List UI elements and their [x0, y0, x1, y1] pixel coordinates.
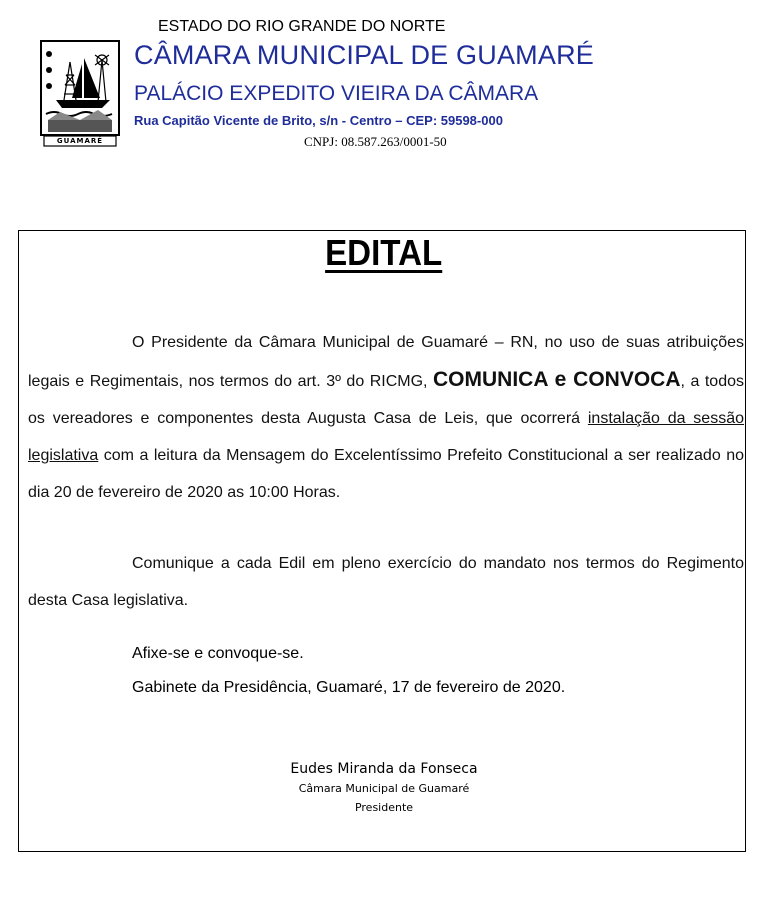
notice-paragraph-1	[28, 324, 744, 511]
signature-role: Presidente	[354, 801, 414, 814]
notice-title-text: EDITAL	[325, 232, 443, 273]
header-cnpj: CNPJ: 08.587.263/0001-50	[304, 134, 447, 149]
notice-paragraph-2	[28, 545, 744, 619]
header-state: ESTADO DO RIO GRANDE DO NORTE	[158, 18, 446, 35]
header-palace-name: PALÁCIO EXPEDITO VIEIRA DA CÂMARA	[134, 82, 539, 105]
municipal-coat-of-arms-logo	[40, 40, 120, 148]
signature-name: Eudes Miranda da Fonseca	[290, 761, 478, 777]
signature-institution: Câmara Municipal de Guamaré	[298, 782, 470, 795]
notice-closing: Afixe-se e convoque-se.	[132, 645, 304, 662]
p1-bold-text: COMUNICA e CONVOCA	[433, 368, 681, 391]
header-chamber-name: CÂMARA MUNICIPAL DE GUAMARÉ	[134, 40, 594, 70]
logo-banner-text: GUAMARÉ	[56, 137, 104, 145]
notice-place-date: Gabinete da Presidência, Guamaré, 17 de fevereiro de 2020.	[132, 679, 566, 696]
p1-underlined-text: instalação da sessão legislativa	[28, 410, 744, 464]
header-address: Rua Capitão Vicente de Brito, s/n - Centro – CEP: 59598-000	[134, 113, 503, 128]
notice-title	[0, 232, 768, 274]
p1-text-c: com a leitura da Mensagem do Excelentíssimo Prefeito Constitucional a ser realizado no dia 20 de fevereiro de 2020 as 10:00 Horas.	[28, 447, 744, 501]
p1-text-b: , a todos os vereadores e componentes desta Augusta Casa de Leis, que ocorrerá	[28, 373, 744, 427]
p1-text-a: O Presidente da Câmara Municipal de Guamaré – RN, no uso de suas atribuições legais e Regimentais, nos termos do art. 3º do RICMG,	[28, 334, 744, 390]
p2-text: Comunique a cada Edil em pleno exercício do mandato nos termos do Regimento desta Casa legislativa.	[28, 555, 744, 609]
